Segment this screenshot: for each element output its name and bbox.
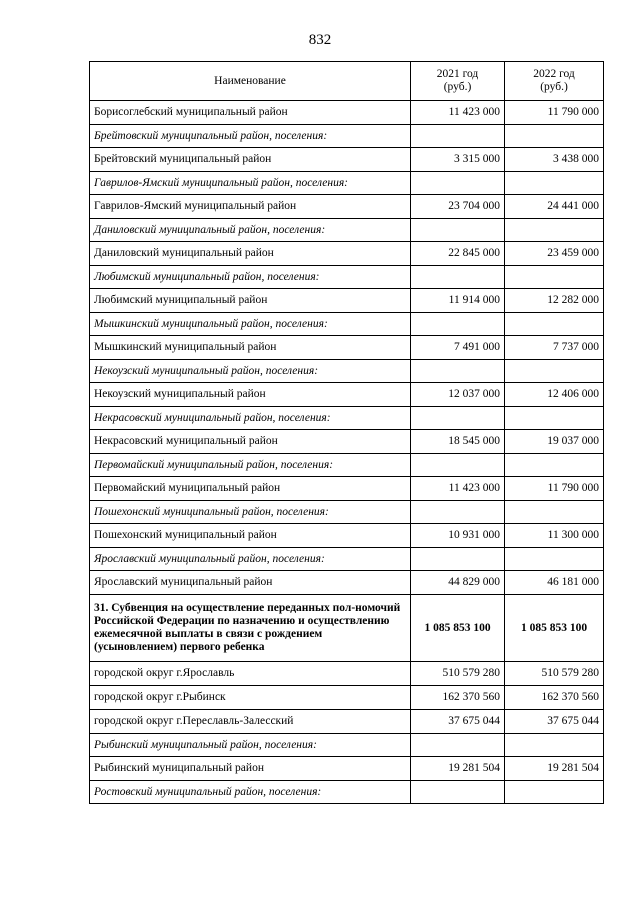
table-row xyxy=(90,148,604,172)
row-name: Рыбинский муниципальный район, поселения: xyxy=(90,734,411,757)
row-value-2021: 3 315 000 xyxy=(411,148,505,172)
row-name: Даниловский муниципальный район, поселения: xyxy=(90,219,411,242)
row-name: Ростовский муниципальный район, поселения: xyxy=(90,781,411,804)
row-value-2022: 19 037 000 xyxy=(505,430,604,454)
row-name: Первомайский муниципальный район, поселения: xyxy=(90,454,411,477)
row-name: Некоузский муниципальный район, поселения: xyxy=(90,360,411,383)
table-subheader-row xyxy=(90,734,604,757)
table-row xyxy=(90,524,604,548)
row-name: Борисоглебский муниципальный район xyxy=(90,101,411,125)
row-value-2021: 10 931 000 xyxy=(411,524,505,548)
row-value-2021 xyxy=(411,125,505,148)
table-total-row xyxy=(90,595,604,662)
row-value-2022 xyxy=(505,172,604,195)
header-year-2021: 2021 год (руб.) xyxy=(411,62,505,101)
row-value-2021 xyxy=(411,313,505,336)
row-name: Пошехонский муниципальный район, поселения: xyxy=(90,501,411,524)
row-value-2021: 37 675 044 xyxy=(411,710,505,734)
table-subheader-row xyxy=(90,219,604,242)
table-header-row xyxy=(90,62,604,101)
row-value-2021: 7 491 000 xyxy=(411,336,505,360)
row-value-2022 xyxy=(505,219,604,242)
row-value-2022 xyxy=(505,266,604,289)
row-value-2021: 510 579 280 xyxy=(411,662,505,686)
row-name: Ярославский муниципальный район xyxy=(90,571,411,595)
row-value-2022: 19 281 504 xyxy=(505,757,604,781)
row-value-2022 xyxy=(505,407,604,430)
row-name: Мышкинский муниципальный район xyxy=(90,336,411,360)
table-row xyxy=(90,477,604,501)
row-value-2022: 11 300 000 xyxy=(505,524,604,548)
table-body xyxy=(90,101,604,804)
row-name: городской округ г.Ярославль xyxy=(90,662,411,686)
row-value-2022 xyxy=(505,125,604,148)
row-value-2021 xyxy=(411,407,505,430)
row-value-2021: 44 829 000 xyxy=(411,571,505,595)
row-value-2021: 22 845 000 xyxy=(411,242,505,266)
row-value-2021 xyxy=(411,266,505,289)
row-name: Пошехонский муниципальный район xyxy=(90,524,411,548)
table-row xyxy=(90,289,604,313)
header-year-2022: 2022 год (руб.) xyxy=(505,62,604,101)
row-name: Некрасовский муниципальный район, поселения: xyxy=(90,407,411,430)
row-name: Ярославский муниципальный район, поселения: xyxy=(90,548,411,571)
table-subheader-row xyxy=(90,407,604,430)
row-value-2021 xyxy=(411,734,505,757)
row-value-2022 xyxy=(505,501,604,524)
row-value-2022: 11 790 000 xyxy=(505,101,604,125)
table-row xyxy=(90,101,604,125)
table-subheader-row xyxy=(90,548,604,571)
row-name: городской округ г.Переславль-Залесский xyxy=(90,710,411,734)
row-value-2022: 7 737 000 xyxy=(505,336,604,360)
table-row xyxy=(90,710,604,734)
row-name: Даниловский муниципальный район xyxy=(90,242,411,266)
table-subheader-row xyxy=(90,266,604,289)
row-value-2021: 162 370 560 xyxy=(411,686,505,710)
table-row xyxy=(90,242,604,266)
row-value-2022: 1 085 853 100 xyxy=(505,595,604,662)
row-value-2021: 1 085 853 100 xyxy=(411,595,505,662)
page-number: 832 xyxy=(308,32,332,48)
row-value-2021: 11 423 000 xyxy=(411,101,505,125)
row-value-2022 xyxy=(505,313,604,336)
table-subheader-row xyxy=(90,125,604,148)
row-value-2022: 37 675 044 xyxy=(505,710,604,734)
table-row xyxy=(90,662,604,686)
table-row xyxy=(90,195,604,219)
row-name: Брейтовский муниципальный район xyxy=(90,148,411,172)
row-value-2021 xyxy=(411,781,505,804)
row-value-2021: 23 704 000 xyxy=(411,195,505,219)
table-row xyxy=(90,571,604,595)
row-value-2022: 510 579 280 xyxy=(505,662,604,686)
row-name: 31. Субвенция на осуществление переданных пол-номочий Российской Федерации по назначению и осуществлению ежемесячной выплаты в связи с рождением (усыновлением) первого ребенка xyxy=(90,595,411,662)
table-row xyxy=(90,383,604,407)
row-value-2021: 12 037 000 xyxy=(411,383,505,407)
row-value-2021: 11 914 000 xyxy=(411,289,505,313)
row-value-2022 xyxy=(505,781,604,804)
table-subheader-row xyxy=(90,454,604,477)
row-value-2021 xyxy=(411,501,505,524)
row-value-2021 xyxy=(411,360,505,383)
row-name: Гаврилов-Ямский муниципальный район xyxy=(90,195,411,219)
table-subheader-row xyxy=(90,313,604,336)
row-name: Любимский муниципальный район xyxy=(90,289,411,313)
row-name: Первомайский муниципальный район xyxy=(90,477,411,501)
table-row xyxy=(90,336,604,360)
row-name: Некрасовский муниципальный район xyxy=(90,430,411,454)
row-value-2022: 11 790 000 xyxy=(505,477,604,501)
table-subheader-row xyxy=(90,501,604,524)
table-row xyxy=(90,430,604,454)
table-subheader-row xyxy=(90,172,604,195)
row-name: Любимский муниципальный район, поселения: xyxy=(90,266,411,289)
row-name: городской округ г.Рыбинск xyxy=(90,686,411,710)
row-value-2022: 12 282 000 xyxy=(505,289,604,313)
row-value-2021 xyxy=(411,219,505,242)
budget-table xyxy=(89,61,604,804)
row-value-2022 xyxy=(505,548,604,571)
row-value-2021: 19 281 504 xyxy=(411,757,505,781)
row-value-2021 xyxy=(411,454,505,477)
row-value-2021: 11 423 000 xyxy=(411,477,505,501)
row-value-2021: 18 545 000 xyxy=(411,430,505,454)
table-row xyxy=(90,686,604,710)
table-subheader-row xyxy=(90,360,604,383)
row-name: Мышкинский муниципальный район, поселения: xyxy=(90,313,411,336)
row-value-2021 xyxy=(411,548,505,571)
row-value-2022: 3 438 000 xyxy=(505,148,604,172)
table-subheader-row xyxy=(90,781,604,804)
row-name: Гаврилов-Ямский муниципальный район, поселения: xyxy=(90,172,411,195)
header-name: Наименование xyxy=(90,62,411,101)
table-row xyxy=(90,757,604,781)
row-value-2021 xyxy=(411,172,505,195)
row-value-2022 xyxy=(505,360,604,383)
row-value-2022: 46 181 000 xyxy=(505,571,604,595)
row-name: Брейтовский муниципальный район, поселения: xyxy=(90,125,411,148)
row-value-2022: 162 370 560 xyxy=(505,686,604,710)
row-value-2022 xyxy=(505,734,604,757)
row-name: Некоузский муниципальный район xyxy=(90,383,411,407)
row-value-2022: 23 459 000 xyxy=(505,242,604,266)
row-name: Рыбинский муниципальный район xyxy=(90,757,411,781)
row-value-2022: 24 441 000 xyxy=(505,195,604,219)
row-value-2022: 12 406 000 xyxy=(505,383,604,407)
row-value-2022 xyxy=(505,454,604,477)
